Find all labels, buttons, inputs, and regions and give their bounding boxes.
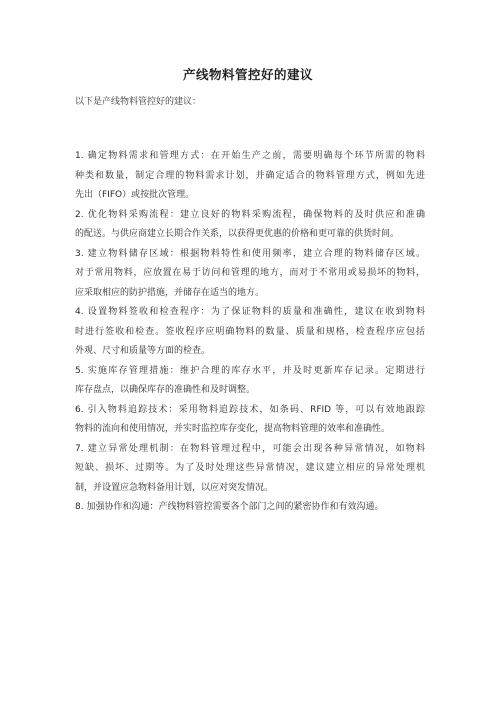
suggestion-line: 制，并设置应急物料备用计划，以应对突发情况。 xyxy=(75,482,274,493)
suggestion-line: 4. 设置物料签收和检查程序：为了保证物料的质量和准确性，建议在收到物料 xyxy=(75,307,425,317)
suggestion-list xyxy=(75,147,425,518)
suggestion-item xyxy=(75,401,425,440)
suggestion-line: 6. 引入物料追踪技术：采用物料追踪技术，如条码、RFID 等，可以有效地跟踪 xyxy=(75,404,425,415)
suggestion-line: 物料的流向和使用情况，并实时监控库存变化，提高物料管理的效率和准确性。 xyxy=(75,424,391,434)
suggestion-line: 1. 确定物料需求和管理方式：在开始生产之前，需要明确每个环节所需的物料 xyxy=(75,151,425,161)
suggestion-line: 时进行签收和检查。签收程序应明确物料的数量、质量和规格，检查程序应包括 xyxy=(75,326,425,337)
suggestion-item xyxy=(75,498,425,518)
suggestion-line: 库存盘点，以确保库存的准确性和及时调整。 xyxy=(75,385,256,395)
suggestion-line: 应采取相应的防护措施，并储存在适当的地方。 xyxy=(75,287,265,298)
suggestion-item xyxy=(75,206,425,245)
suggestion-line: 先出（FIFO）或按批次管理。 xyxy=(75,190,195,200)
suggestion-item xyxy=(75,245,425,304)
suggestion-item xyxy=(75,147,425,206)
suggestion-line: 种类和数量，制定合理的物料需求计划，并确定适合的物料管理方式，例如先进 xyxy=(75,170,425,181)
suggestion-line: 对于常用物料，应放置在易于访问和管理的地方，而对于不常用或易损坏的物料， xyxy=(75,268,425,278)
suggestion-item xyxy=(75,440,425,499)
suggestion-line: 7. 建立异常处理机制：在物料管理过程中，可能会出现各种异常情况，如物料 xyxy=(75,443,425,454)
suggestion-line: 外观、尺寸和质量等方面的检查。 xyxy=(75,346,211,356)
suggestion-line: 8. 加强协作和沟通：产线物料管控需要各个部门之间的紧密协作和有效沟通。 xyxy=(75,502,384,512)
suggestion-line: 的配送。与供应商建立长期合作关系，以获得更优惠的价格和更可靠的供货时间。 xyxy=(75,229,400,239)
suggestion-item xyxy=(75,362,425,401)
suggestion-line: 5. 实施库存管理措施：维护合理的库存水平，并及时更新库存记录。定期进行 xyxy=(75,365,425,376)
intro-text: 以下是产线物料管控好的建议： xyxy=(75,97,202,107)
suggestion-line: 2. 优化物料采购流程：建立良好的物料采购流程，确保物料的及时供应和准确 xyxy=(75,209,425,220)
suggestion-line: 短缺、损坏、过期等。为了及时处理这些异常情况，建议建立相应的异常处理机 xyxy=(75,463,425,473)
suggestion-item xyxy=(75,303,425,362)
suggestion-line: 3. 建立物料储存区域：根据物料特性和使用频率，建立合理的物料储存区域。 xyxy=(75,248,425,259)
document-title: 产线物料管控好的建议 xyxy=(182,67,313,82)
